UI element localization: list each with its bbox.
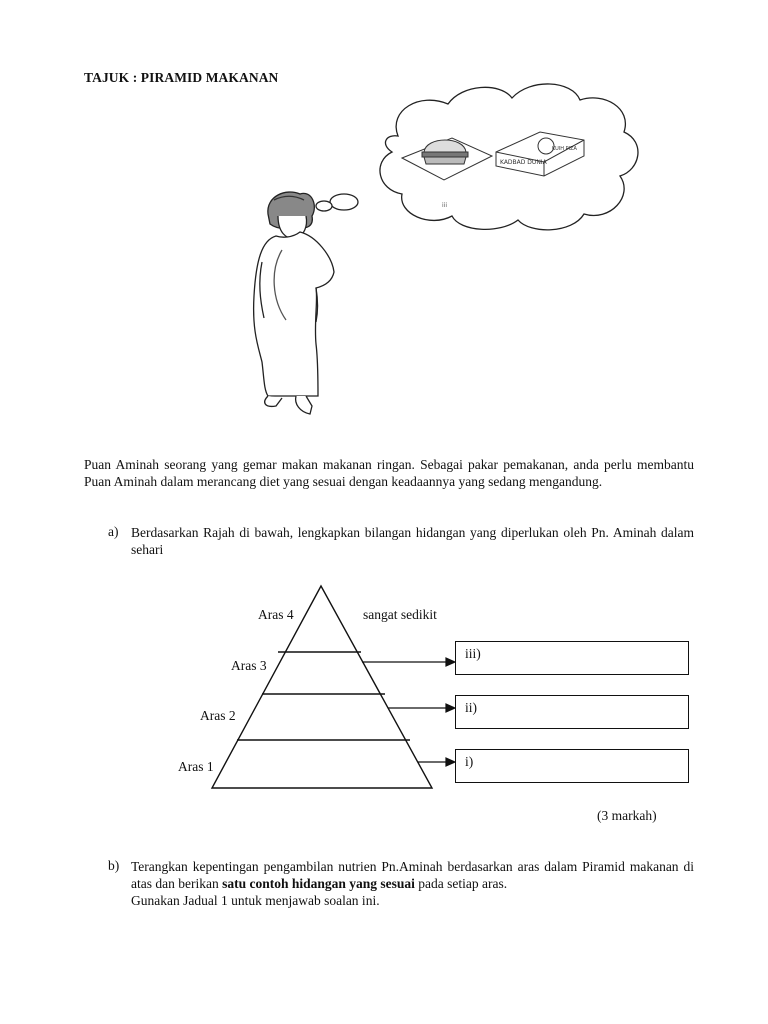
answer-box-iii-label: iii) [465,646,481,661]
page-title: TAJUK : PIRAMID MAKANAN [84,70,279,85]
answer-box-ii[interactable] [455,695,689,729]
level-4-label: Aras 4 [258,607,294,622]
thought-bubble [316,84,638,230]
answer-box-iii[interactable] [455,641,689,675]
question-b-line2: Gunakan Jadual 1 untuk menjawab soalan ini. [131,893,380,908]
answer-box-ii-label: ii) [465,700,477,715]
question-b-emphasis: satu contoh hidangan yang sesuai [222,876,415,891]
box-label: KADBAD DUNIA [500,159,547,166]
question-b-marker: b) [108,858,120,873]
level-3-label: Aras 3 [231,658,267,673]
question-a-marker: a) [108,524,119,539]
level-1-label: Aras 1 [178,759,214,774]
level-2-label: Aras 2 [200,708,236,723]
marks-label: (3 markah) [597,808,657,823]
answer-box-i-label: i) [465,754,474,769]
arrows [362,658,455,766]
svg-text:iii: iii [442,202,448,209]
woman-figure [254,192,334,414]
svg-text:KUIH PIZA: KUIH PIZA [552,146,577,152]
top-note: sangat sedikit [363,607,437,622]
answer-box-i[interactable] [455,749,689,783]
question-a-text: Berdasarkan Rajah di bawah, lengkapkan bilangan hidangan yang diperlukan oleh Pn. Aminah dalam sehari [131,525,694,557]
intro-paragraph: Puan Aminah seorang yang gemar makan makanan ringan. Sebagai pakar pemakanan, anda perlu membantu Puan Aminah dalam merancang diet yang sesuai dengan keadaannya yang sedang mengandung. [84,457,694,489]
question-b-text: Terangkan kepentingan pengambilan nutrien Pn.Aminah berdasarkan aras dalam Piramid makanan di atas dan berikan satu contoh hidangan yang sesuai pada setiap aras. Gunakan Jadual 1 untuk menjawab soalan ini. [131,859,694,908]
